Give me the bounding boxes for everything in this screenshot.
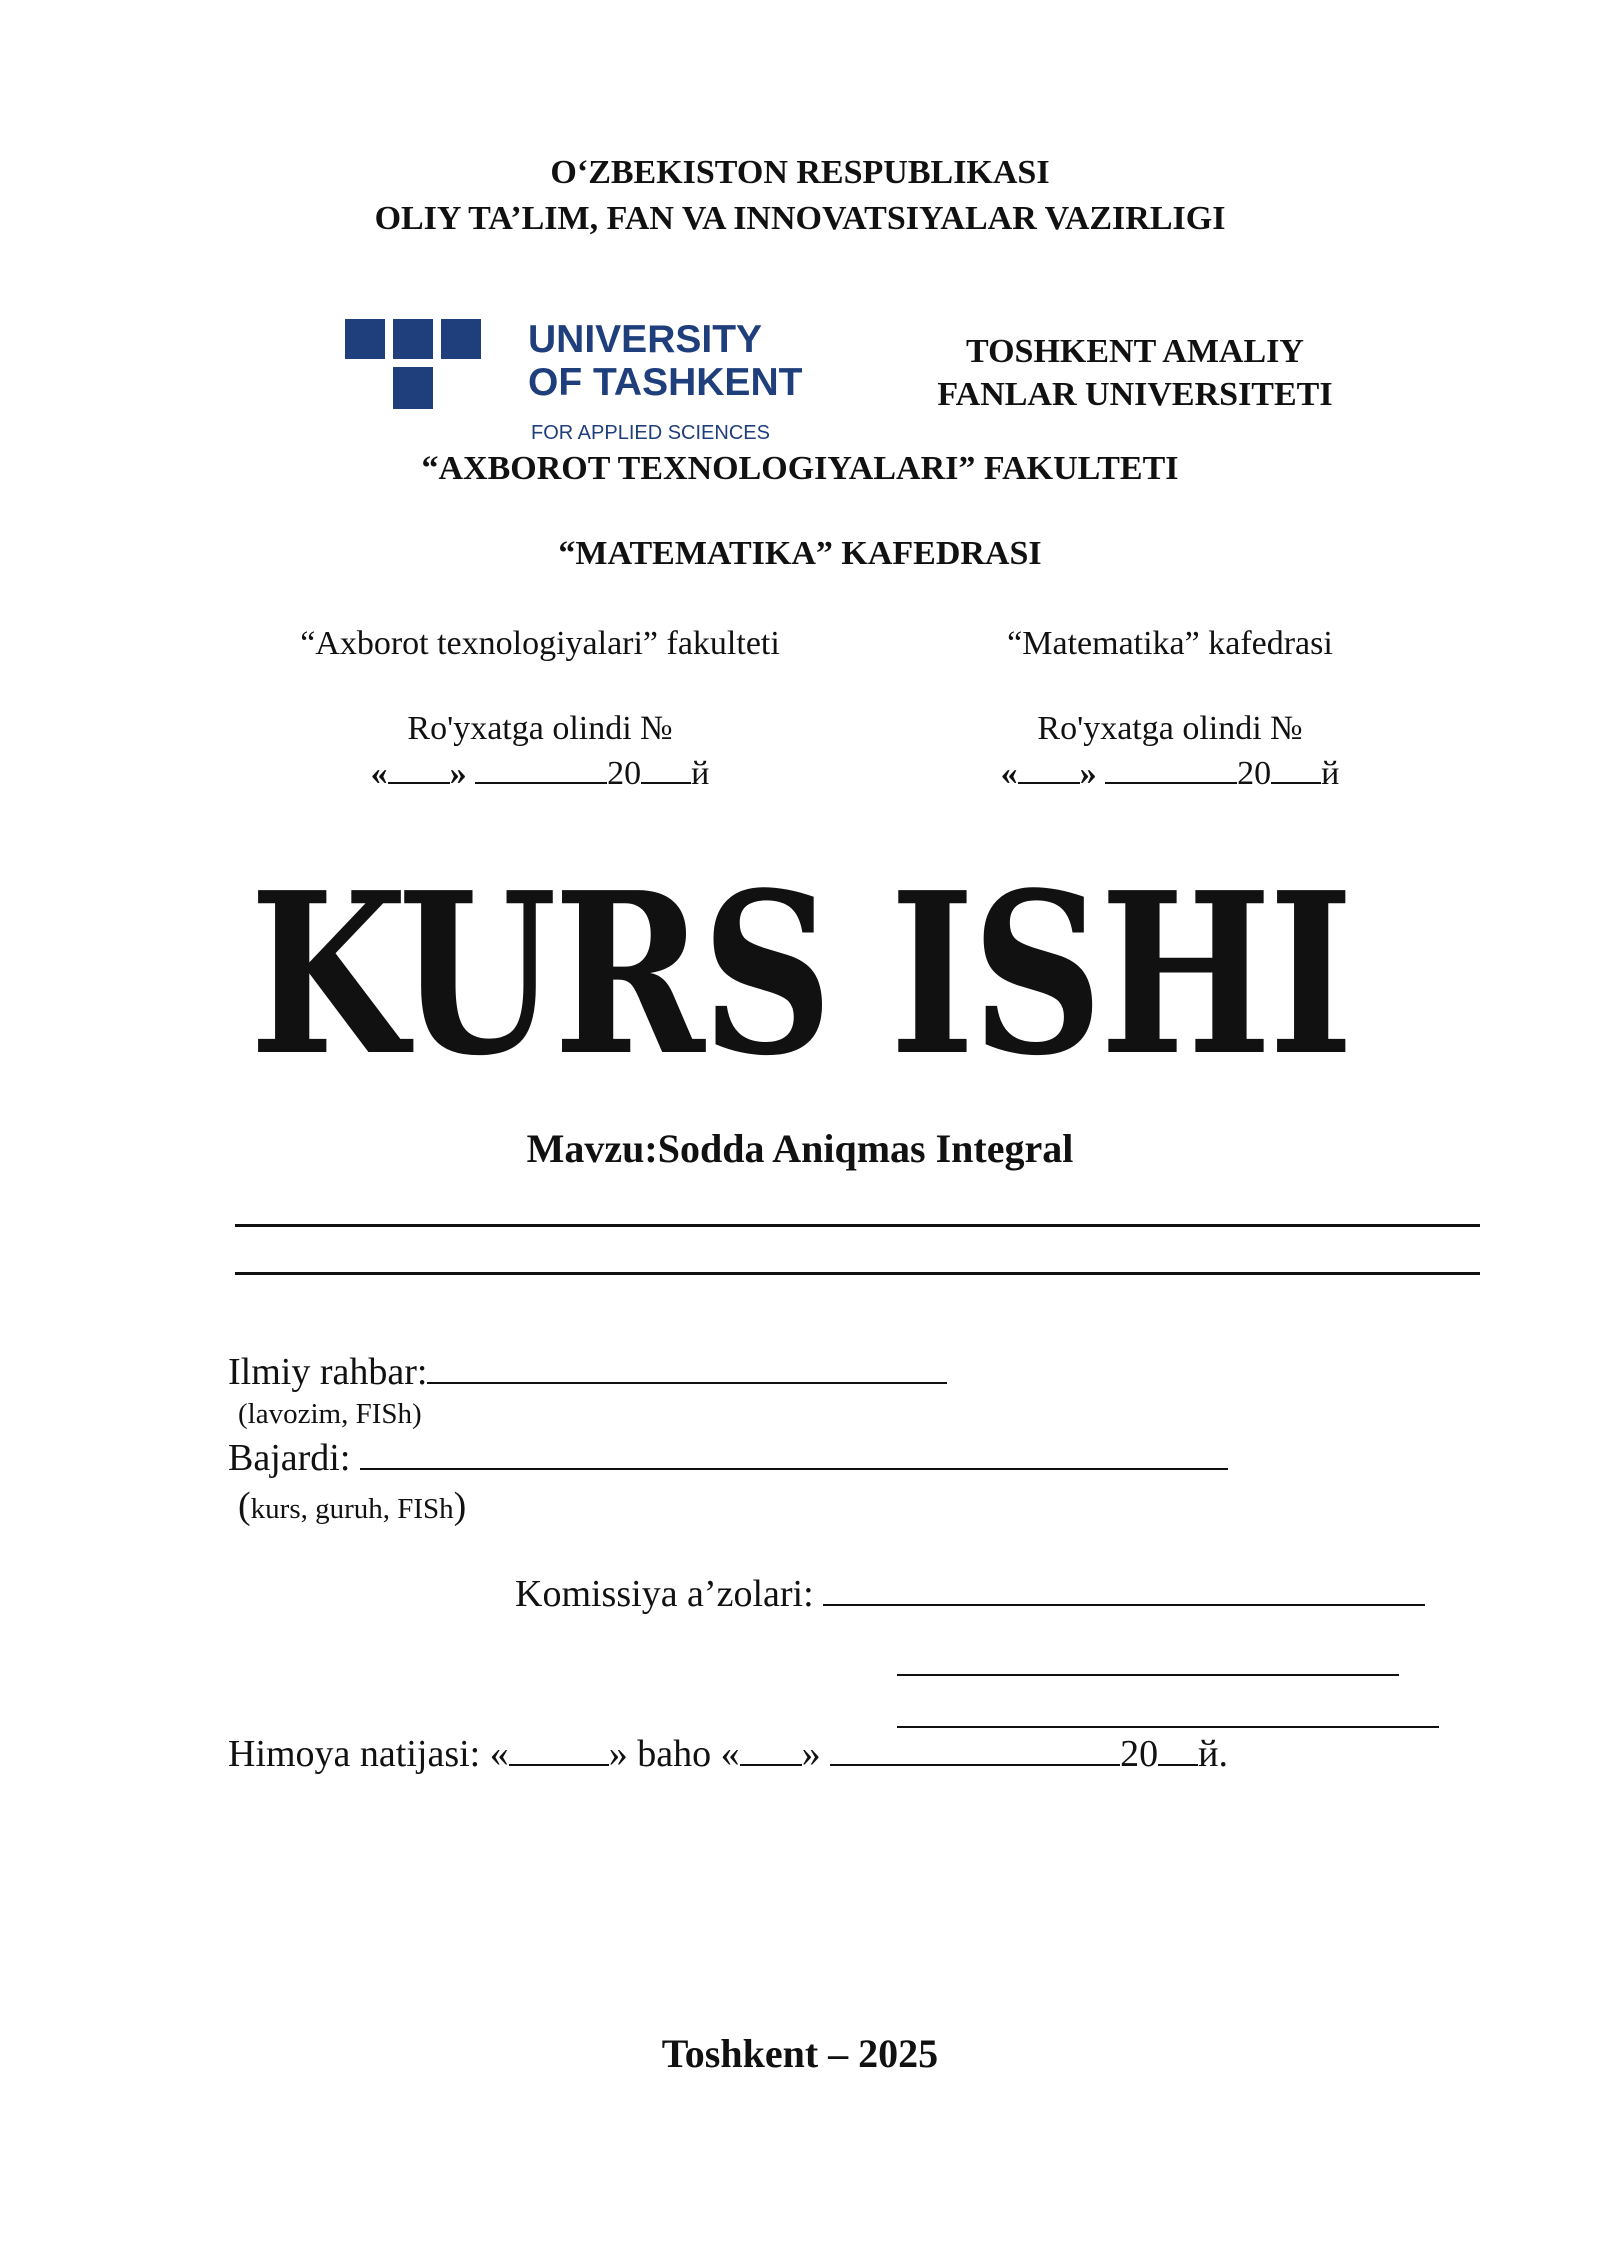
right-day-blank[interactable] — [1018, 752, 1080, 784]
performer-row — [228, 1436, 1228, 1480]
logo-line-1: UNIVERSITY — [528, 318, 763, 361]
right-year-blank[interactable] — [1271, 752, 1321, 784]
defense-suffix: й. — [1198, 1733, 1228, 1775]
supervisor-hint: (lavozim, FISh) — [238, 1398, 422, 1430]
performer-label: Bajardi: — [228, 1437, 351, 1479]
defense-mid2: » — [801, 1733, 821, 1775]
logo-line-2: OF TASHKENT — [528, 361, 803, 404]
defense-year-field[interactable] — [1158, 1732, 1198, 1766]
performer-field[interactable] — [360, 1436, 1228, 1470]
performer-hint-open: ( — [238, 1485, 251, 1527]
ministry-line-2: OLIY TA’LIM, FAN VA INNOVATSIYALAR VAZIRLIGI — [374, 200, 1226, 237]
department-heading: “MATEMATIKA” KAFEDRASI — [558, 535, 1042, 572]
supervisor-label: Ilmiy rahbar: — [228, 1351, 428, 1393]
left-day-blank[interactable] — [388, 752, 450, 784]
right-date-close: » — [1079, 755, 1097, 792]
right-column-title: “Matematika” kafedrasi — [1007, 625, 1333, 662]
commission-field-3[interactable] — [897, 1726, 1439, 1728]
supervisor-field[interactable] — [427, 1350, 947, 1384]
university-logo-mark — [345, 315, 803, 450]
university-name-line-2: FANLAR UNIVERSITETI — [937, 376, 1333, 413]
performer-hint-close: ) — [453, 1485, 467, 1527]
university-name — [900, 330, 1370, 416]
footer-city-year: Toshkent – 2025 — [661, 2031, 939, 2076]
supervisor-row — [228, 1350, 947, 1394]
main-title: KURS ISHI — [249, 845, 1351, 1105]
defense-score-field[interactable] — [509, 1732, 609, 1766]
faculty-heading: “AXBOROT TEXNOLOGIYALARI” FAKULTETI — [421, 450, 1179, 487]
topic-rule-1 — [235, 1224, 1480, 1227]
logo-line-3: FOR APPLIED SCIENCES — [531, 422, 770, 444]
right-date-line — [930, 752, 1410, 793]
right-date-open: « — [1000, 755, 1018, 792]
performer-hint-text: kurs, guruh, FISh — [250, 1493, 454, 1525]
left-registration: Ro'yxatga olindi № — [407, 710, 673, 747]
commission-field-1[interactable] — [823, 1572, 1425, 1606]
commission-field-2[interactable] — [897, 1674, 1399, 1676]
defense-row — [228, 1732, 1228, 1776]
defense-year: 20 — [1120, 1733, 1159, 1775]
ministry-header — [0, 150, 1600, 242]
defense-day-field[interactable] — [740, 1732, 802, 1766]
university-logo — [345, 315, 803, 450]
performer-hint — [238, 1484, 466, 1528]
ministry-line-1: O‘ZBEKISTON RESPUBLIKASI — [550, 154, 1050, 191]
defense-mid: » baho « — [608, 1733, 740, 1775]
left-date-open: « — [370, 755, 388, 792]
right-registration: Ro'yxatga olindi № — [1037, 710, 1303, 747]
left-date-line — [260, 752, 820, 793]
left-date-close: » — [449, 755, 467, 792]
university-name-line-1: TOSHKENT AMALIY — [966, 333, 1304, 370]
defense-label: Himoya natijasi: « — [228, 1733, 509, 1775]
left-year-blank[interactable] — [641, 752, 691, 784]
right-year-prefix: 20 — [1237, 755, 1272, 792]
left-column-title: “Axborot texnologiyalari” fakulteti — [300, 625, 780, 662]
left-month-blank[interactable] — [475, 752, 607, 784]
left-year-suffix: й — [691, 755, 710, 792]
right-month-blank[interactable] — [1105, 752, 1237, 784]
topic-heading: Mavzu:Sodda Aniqmas Integral — [526, 1126, 1074, 1171]
commission-label: Komissiya a’zolari: — [515, 1573, 814, 1615]
topic-rule-2 — [235, 1272, 1480, 1275]
right-year-suffix: й — [1321, 755, 1340, 792]
defense-month-field[interactable] — [830, 1732, 1120, 1766]
commission-row — [515, 1572, 1425, 1616]
left-year-prefix: 20 — [607, 755, 642, 792]
